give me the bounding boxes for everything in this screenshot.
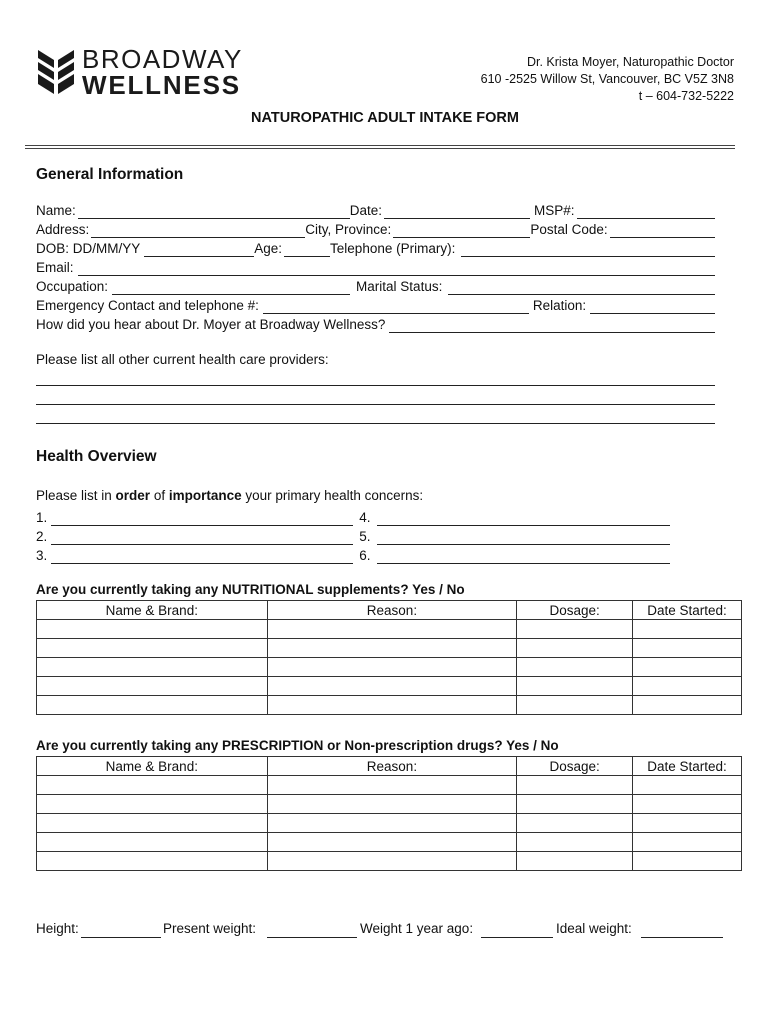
row-email: [36, 257, 715, 276]
col-date-started: Date Started:: [633, 601, 742, 620]
dob-field[interactable]: [144, 242, 254, 257]
date-label: Date:: [349, 203, 383, 218]
occupation-label: Occupation:: [36, 279, 109, 294]
emergency-label: Emergency Contact and telephone #:: [36, 298, 259, 313]
col-name-brand: Name & Brand:: [37, 601, 268, 620]
row-dob: [36, 238, 715, 257]
table-cell[interactable]: [37, 814, 268, 833]
row-emergency: [36, 295, 715, 314]
telephone-label: Telephone (Primary):: [330, 241, 456, 256]
marital-field[interactable]: [448, 280, 715, 295]
address-line: 610 -2525 Willow St, Vancouver, BC V5Z 3N8: [480, 72, 734, 86]
table-cell[interactable]: [633, 776, 742, 795]
concern-field[interactable]: [51, 511, 353, 526]
table-cell[interactable]: [267, 620, 517, 639]
concern-number: 6.: [359, 548, 371, 563]
present-weight-field[interactable]: [267, 936, 357, 938]
table-cell[interactable]: [37, 852, 268, 871]
name-field[interactable]: [78, 204, 350, 219]
prompt-text: of: [150, 488, 169, 503]
row-occupation: [36, 276, 715, 295]
providers-line[interactable]: [36, 404, 715, 405]
table-cell[interactable]: [633, 639, 742, 658]
relation-field[interactable]: [590, 299, 715, 314]
table-cell[interactable]: [37, 639, 268, 658]
table-cell[interactable]: [37, 833, 268, 852]
concern-field[interactable]: [51, 530, 353, 545]
table-header-row: [37, 757, 742, 776]
concern-number: 1.: [36, 510, 48, 525]
age-label: Age:: [254, 241, 283, 256]
logo-text-wellness: WELLNESS: [82, 70, 241, 100]
table-cell[interactable]: [37, 795, 268, 814]
col-reason: Reason:: [267, 757, 517, 776]
table-cell[interactable]: [517, 776, 633, 795]
table-cell[interactable]: [267, 833, 517, 852]
msp-field[interactable]: [577, 204, 715, 219]
age-field[interactable]: [284, 242, 330, 257]
col-date-started: Date Started:: [633, 757, 742, 776]
height-label: Height:: [36, 921, 79, 936]
weight-year-ago-label: Weight 1 year ago:: [360, 921, 474, 936]
table-row: [37, 814, 742, 833]
col-dosage: Dosage:: [517, 757, 633, 776]
address-label: Address:: [36, 222, 90, 237]
table-cell[interactable]: [517, 677, 633, 696]
table-row: [37, 852, 742, 871]
table-cell[interactable]: [267, 639, 517, 658]
row-address: [36, 219, 715, 238]
ideal-weight-field[interactable]: [641, 936, 723, 938]
table-row: [37, 833, 742, 852]
clinic-address: [481, 54, 734, 105]
prompt-text: your primary health concerns:: [241, 488, 424, 503]
concern-number: 2.: [36, 529, 48, 544]
table-cell[interactable]: [633, 677, 742, 696]
table-cell[interactable]: [633, 833, 742, 852]
prescriptions-question: Are you currently taking any PRESCRIPTION or Non-prescription drugs? Yes / No: [36, 738, 559, 753]
table-cell[interactable]: [37, 658, 268, 677]
table-row: [37, 696, 742, 715]
table-cell[interactable]: [517, 639, 633, 658]
col-reason: Reason:: [267, 601, 517, 620]
weight-year-ago-field[interactable]: [481, 936, 553, 938]
row-name-date-msp: [36, 200, 715, 219]
table-cell[interactable]: [267, 852, 517, 871]
logo-text-broadway: BROADWAY: [82, 44, 243, 74]
table-cell[interactable]: [633, 795, 742, 814]
ideal-weight-label: Ideal weight:: [556, 921, 632, 936]
emergency-field[interactable]: [263, 299, 529, 314]
providers-line[interactable]: [36, 385, 715, 386]
table-cell[interactable]: [517, 620, 633, 639]
prescriptions-table: [36, 756, 742, 871]
email-label: Email:: [36, 260, 74, 275]
concern-row: [36, 526, 670, 545]
postal-field[interactable]: [610, 223, 715, 238]
table-row: [37, 620, 742, 639]
prompt-text: Please list in: [36, 488, 116, 503]
row-referral: [36, 314, 715, 333]
concern-number: 4.: [359, 510, 371, 525]
table-cell[interactable]: [517, 814, 633, 833]
referral-label: How did you hear about Dr. Moyer at Broadway Wellness?: [36, 317, 386, 332]
address-line: Dr. Krista Moyer, Naturopathic Doctor: [526, 55, 734, 69]
table-cell[interactable]: [517, 833, 633, 852]
date-field[interactable]: [384, 204, 530, 219]
table-cell[interactable]: [267, 677, 517, 696]
providers-line[interactable]: [36, 423, 715, 424]
divider: [25, 148, 735, 149]
table-cell[interactable]: [633, 696, 742, 715]
concern-number: 5.: [359, 529, 371, 544]
concern-field[interactable]: [377, 511, 670, 526]
table-cell[interactable]: [633, 658, 742, 677]
concerns-prompt: [36, 488, 423, 503]
marital-label: Marital Status:: [356, 279, 443, 294]
measurements-row: [36, 916, 726, 938]
broadway-wellness-logo: [38, 44, 243, 100]
table-cell[interactable]: [267, 814, 517, 833]
table-row: [37, 677, 742, 696]
table-cell[interactable]: [37, 677, 268, 696]
telephone-field[interactable]: [461, 242, 715, 257]
table-cell[interactable]: [37, 696, 268, 715]
city-field[interactable]: [393, 223, 530, 238]
table-row: [37, 639, 742, 658]
occupation-field[interactable]: [112, 280, 350, 295]
table-row: [37, 795, 742, 814]
concern-number: 3.: [36, 548, 48, 563]
concern-row: [36, 507, 670, 526]
providers-label: Please list all other current health care providers:: [36, 352, 329, 367]
concern-field[interactable]: [377, 549, 670, 564]
table-cell[interactable]: [267, 696, 517, 715]
concern-field[interactable]: [51, 549, 353, 564]
height-field[interactable]: [81, 936, 161, 938]
divider: [25, 145, 735, 146]
table-cell[interactable]: [37, 776, 268, 795]
table-cell[interactable]: [517, 658, 633, 677]
leaf-logo-icon: [38, 48, 74, 96]
table-cell[interactable]: [267, 776, 517, 795]
section-title-general: General Information: [36, 166, 184, 183]
section-title-health: Health Overview: [36, 448, 157, 465]
form-title: NATUROPATHIC ADULT INTAKE FORM: [251, 110, 519, 126]
prompt-importance: importance: [168, 488, 242, 503]
table-cell[interactable]: [633, 852, 742, 871]
table-row: [37, 658, 742, 677]
concern-row: [36, 545, 670, 564]
relation-label: Relation:: [532, 298, 587, 313]
table-cell[interactable]: [37, 620, 268, 639]
table-cell[interactable]: [517, 795, 633, 814]
table-header-row: [37, 601, 742, 620]
name-label: Name:: [36, 203, 76, 218]
table-cell[interactable]: [267, 795, 517, 814]
present-weight-label: Present weight:: [163, 921, 257, 936]
msp-label: MSP#:: [534, 203, 575, 218]
city-label: City, Province:: [305, 222, 392, 237]
postal-label: Postal Code:: [530, 222, 608, 237]
concern-field[interactable]: [377, 530, 670, 545]
prompt-order: order: [115, 488, 151, 503]
table-cell[interactable]: [267, 658, 517, 677]
table-cell[interactable]: [517, 696, 633, 715]
table-cell[interactable]: [633, 620, 742, 639]
referral-field[interactable]: [389, 318, 715, 333]
dob-label: DOB: DD/MM/YY: [36, 241, 141, 256]
email-field[interactable]: [78, 261, 715, 276]
address-field[interactable]: [91, 223, 305, 238]
table-row: [37, 776, 742, 795]
address-line: t – 604-732-5222: [638, 89, 734, 103]
supplements-question: Are you currently taking any NUTRITIONAL supplements? Yes / No: [36, 582, 465, 597]
col-dosage: Dosage:: [517, 601, 633, 620]
supplements-table: [36, 600, 742, 715]
table-cell[interactable]: [633, 814, 742, 833]
col-name-brand: Name & Brand:: [37, 757, 268, 776]
table-cell[interactable]: [517, 852, 633, 871]
